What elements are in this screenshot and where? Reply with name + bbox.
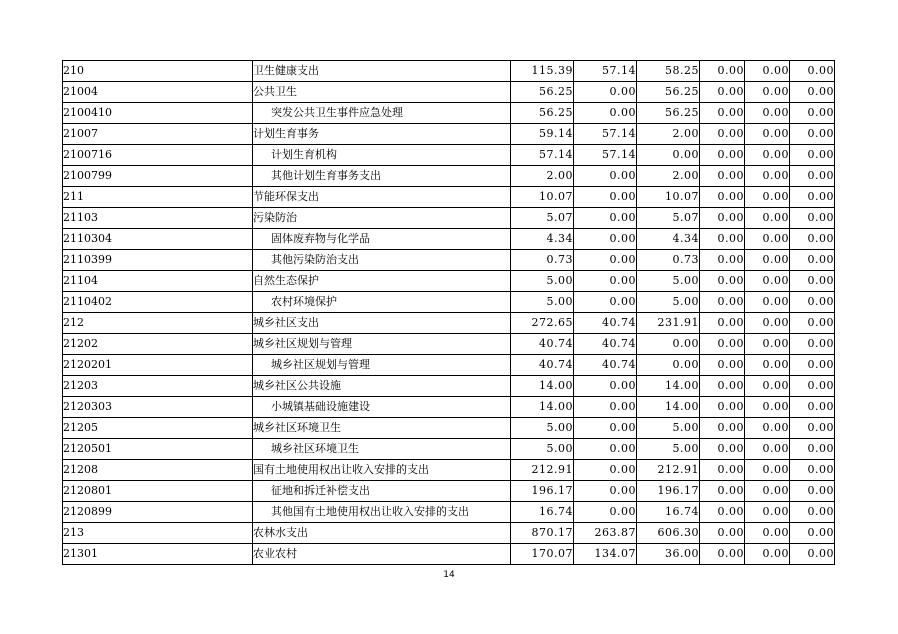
- subject-name-cell: 征地和拆迁补偿支出: [253, 481, 511, 502]
- subject-code-cell: 2120501: [63, 439, 253, 460]
- amount-cell: 0.00: [745, 103, 790, 124]
- amount-cell: 0.00: [790, 145, 835, 166]
- amount-cell: 0.00: [745, 544, 790, 565]
- amount-cell: 0.00: [700, 481, 745, 502]
- table-row: [63, 460, 835, 481]
- subject-name-cell: 农业农村: [253, 544, 511, 565]
- amount-cell: 5.07: [637, 208, 700, 229]
- amount-cell: 0.00: [574, 103, 637, 124]
- amount-cell: 0.00: [700, 61, 745, 82]
- amount-cell: 0.00: [574, 460, 637, 481]
- amount-cell: 0.00: [700, 544, 745, 565]
- amount-cell: 0.00: [700, 145, 745, 166]
- amount-cell: 196.17: [637, 481, 700, 502]
- subject-name-cell: 农林水支出: [253, 523, 511, 544]
- amount-cell: 0.00: [745, 439, 790, 460]
- table-row: [63, 376, 835, 397]
- amount-cell: 0.00: [574, 82, 637, 103]
- subject-name-cell: 自然生态保护: [253, 271, 511, 292]
- subject-code-cell: 2110402: [63, 292, 253, 313]
- subject-code-cell: 21205: [63, 418, 253, 439]
- amount-cell: 0.00: [745, 229, 790, 250]
- amount-cell: 134.07: [574, 544, 637, 565]
- amount-cell: 0.00: [790, 292, 835, 313]
- subject-code-cell: 2120899: [63, 502, 253, 523]
- amount-cell: 5.07: [511, 208, 574, 229]
- amount-cell: 57.14: [574, 145, 637, 166]
- amount-cell: 5.00: [511, 439, 574, 460]
- amount-cell: 0.00: [790, 187, 835, 208]
- amount-cell: 0.00: [745, 460, 790, 481]
- amount-cell: 0.00: [790, 376, 835, 397]
- amount-cell: 0.00: [574, 397, 637, 418]
- amount-cell: 0.00: [745, 523, 790, 544]
- amount-cell: 2.00: [637, 166, 700, 187]
- amount-cell: 0.00: [790, 61, 835, 82]
- table-row: [63, 82, 835, 103]
- subject-code-cell: 21202: [63, 334, 253, 355]
- amount-cell: 0.00: [790, 481, 835, 502]
- subject-code-cell: 2110399: [63, 250, 253, 271]
- subject-code-cell: 2120201: [63, 355, 253, 376]
- amount-cell: 606.30: [637, 523, 700, 544]
- amount-cell: 0.00: [700, 460, 745, 481]
- budget-table-container: [62, 60, 834, 565]
- amount-cell: 0.00: [745, 481, 790, 502]
- amount-cell: 170.07: [511, 544, 574, 565]
- amount-cell: 56.25: [511, 82, 574, 103]
- amount-cell: 0.00: [790, 397, 835, 418]
- table-row: [63, 124, 835, 145]
- subject-code-cell: 211: [63, 187, 253, 208]
- amount-cell: 0.00: [790, 313, 835, 334]
- subject-name-cell: 计划生育机构: [253, 145, 511, 166]
- amount-cell: 5.00: [511, 418, 574, 439]
- table-row: [63, 502, 835, 523]
- amount-cell: 56.25: [637, 82, 700, 103]
- budget-expenditure-table: [62, 60, 835, 565]
- amount-cell: 0.00: [790, 334, 835, 355]
- amount-cell: 0.00: [700, 187, 745, 208]
- table-row: [63, 313, 835, 334]
- subject-code-cell: 21301: [63, 544, 253, 565]
- amount-cell: 0.00: [574, 439, 637, 460]
- subject-code-cell: 2100410: [63, 103, 253, 124]
- subject-name-cell: 城乡社区规划与管理: [253, 355, 511, 376]
- subject-name-cell: 计划生育事务: [253, 124, 511, 145]
- subject-name-cell: 国有土地使用权出让收入安排的支出: [253, 460, 511, 481]
- amount-cell: 263.87: [574, 523, 637, 544]
- subject-name-cell: 固体废弃物与化学品: [253, 229, 511, 250]
- amount-cell: 57.14: [574, 124, 637, 145]
- amount-cell: 0.00: [700, 334, 745, 355]
- amount-cell: 56.25: [511, 103, 574, 124]
- table-row: [63, 334, 835, 355]
- amount-cell: 0.00: [745, 187, 790, 208]
- subject-name-cell: 节能环保支出: [253, 187, 511, 208]
- subject-name-cell: 城乡社区规划与管理: [253, 334, 511, 355]
- amount-cell: 0.00: [637, 145, 700, 166]
- amount-cell: 0.73: [637, 250, 700, 271]
- amount-cell: 14.00: [637, 397, 700, 418]
- amount-cell: 0.00: [700, 124, 745, 145]
- subject-code-cell: 210: [63, 61, 253, 82]
- table-body: [63, 61, 835, 565]
- amount-cell: 40.74: [511, 355, 574, 376]
- amount-cell: 10.07: [637, 187, 700, 208]
- amount-cell: 36.00: [637, 544, 700, 565]
- subject-name-cell: 污染防治: [253, 208, 511, 229]
- subject-code-cell: 21103: [63, 208, 253, 229]
- amount-cell: 0.00: [700, 376, 745, 397]
- table-row: [63, 544, 835, 565]
- amount-cell: 0.00: [790, 460, 835, 481]
- amount-cell: 0.00: [700, 418, 745, 439]
- subject-name-cell: 农村环境保护: [253, 292, 511, 313]
- subject-code-cell: 2100799: [63, 166, 253, 187]
- table-row: [63, 481, 835, 502]
- amount-cell: 0.00: [745, 208, 790, 229]
- amount-cell: 0.00: [700, 439, 745, 460]
- amount-cell: 0.00: [700, 229, 745, 250]
- amount-cell: 14.00: [637, 376, 700, 397]
- amount-cell: 196.17: [511, 481, 574, 502]
- amount-cell: 0.00: [700, 523, 745, 544]
- table-row: [63, 187, 835, 208]
- amount-cell: 14.00: [511, 376, 574, 397]
- amount-cell: 0.73: [511, 250, 574, 271]
- amount-cell: 14.00: [511, 397, 574, 418]
- amount-cell: 0.00: [745, 145, 790, 166]
- amount-cell: 0.00: [574, 166, 637, 187]
- amount-cell: 0.00: [745, 124, 790, 145]
- amount-cell: 57.14: [574, 61, 637, 82]
- amount-cell: 0.00: [745, 292, 790, 313]
- amount-cell: 16.74: [511, 502, 574, 523]
- amount-cell: 0.00: [745, 250, 790, 271]
- amount-cell: 0.00: [790, 271, 835, 292]
- amount-cell: 870.17: [511, 523, 574, 544]
- amount-cell: 4.34: [637, 229, 700, 250]
- amount-cell: 0.00: [700, 355, 745, 376]
- amount-cell: 16.74: [637, 502, 700, 523]
- subject-name-cell: 其他污染防治支出: [253, 250, 511, 271]
- amount-cell: 59.14: [511, 124, 574, 145]
- subject-code-cell: 2120801: [63, 481, 253, 502]
- amount-cell: 2.00: [511, 166, 574, 187]
- table-row: [63, 61, 835, 82]
- amount-cell: 40.74: [574, 313, 637, 334]
- amount-cell: 0.00: [700, 103, 745, 124]
- table-row: [63, 523, 835, 544]
- subject-name-cell: 公共卫生: [253, 82, 511, 103]
- subject-name-cell: 小城镇基础设施建设: [253, 397, 511, 418]
- amount-cell: 0.00: [700, 292, 745, 313]
- subject-code-cell: 213: [63, 523, 253, 544]
- amount-cell: 0.00: [700, 502, 745, 523]
- amount-cell: 5.00: [511, 271, 574, 292]
- amount-cell: 5.00: [637, 271, 700, 292]
- subject-name-cell: 城乡社区环境卫生: [253, 439, 511, 460]
- amount-cell: 0.00: [700, 313, 745, 334]
- amount-cell: 56.25: [637, 103, 700, 124]
- amount-cell: 0.00: [745, 271, 790, 292]
- amount-cell: 0.00: [700, 271, 745, 292]
- table-row: [63, 292, 835, 313]
- amount-cell: 57.14: [511, 145, 574, 166]
- amount-cell: 0.00: [745, 61, 790, 82]
- amount-cell: 0.00: [790, 544, 835, 565]
- amount-cell: 272.65: [511, 313, 574, 334]
- amount-cell: 0.00: [700, 250, 745, 271]
- amount-cell: 0.00: [745, 376, 790, 397]
- amount-cell: 0.00: [745, 82, 790, 103]
- subject-code-cell: 21208: [63, 460, 253, 481]
- amount-cell: 0.00: [790, 439, 835, 460]
- amount-cell: 0.00: [790, 502, 835, 523]
- page-number: 14: [443, 570, 455, 580]
- subject-code-cell: 2110304: [63, 229, 253, 250]
- amount-cell: 0.00: [745, 502, 790, 523]
- amount-cell: 0.00: [574, 271, 637, 292]
- amount-cell: 10.07: [511, 187, 574, 208]
- table-row: [63, 208, 835, 229]
- subject-name-cell: 其他计划生育事务支出: [253, 166, 511, 187]
- subject-name-cell: 其他国有土地使用权出让收入安排的支出: [253, 502, 511, 523]
- amount-cell: 0.00: [745, 313, 790, 334]
- amount-cell: 0.00: [574, 187, 637, 208]
- amount-cell: 5.00: [637, 418, 700, 439]
- table-row: [63, 355, 835, 376]
- subject-code-cell: 2100716: [63, 145, 253, 166]
- subject-code-cell: 21007: [63, 124, 253, 145]
- subject-name-cell: 突发公共卫生事件应急处理: [253, 103, 511, 124]
- amount-cell: 0.00: [790, 355, 835, 376]
- subject-code-cell: 21104: [63, 271, 253, 292]
- amount-cell: 0.00: [574, 502, 637, 523]
- table-row: [63, 229, 835, 250]
- amount-cell: 0.00: [745, 397, 790, 418]
- subject-code-cell: 21203: [63, 376, 253, 397]
- subject-code-cell: 212: [63, 313, 253, 334]
- amount-cell: 0.00: [790, 523, 835, 544]
- table-row: [63, 418, 835, 439]
- amount-cell: 0.00: [700, 166, 745, 187]
- amount-cell: 0.00: [574, 376, 637, 397]
- table-row: [63, 166, 835, 187]
- amount-cell: 40.74: [511, 334, 574, 355]
- amount-cell: 0.00: [637, 334, 700, 355]
- amount-cell: 0.00: [637, 355, 700, 376]
- amount-cell: 0.00: [790, 82, 835, 103]
- amount-cell: 0.00: [745, 418, 790, 439]
- amount-cell: 0.00: [790, 124, 835, 145]
- table-row: [63, 439, 835, 460]
- amount-cell: 0.00: [700, 82, 745, 103]
- amount-cell: 212.91: [511, 460, 574, 481]
- amount-cell: 5.00: [511, 292, 574, 313]
- amount-cell: 0.00: [745, 334, 790, 355]
- table-row: [63, 103, 835, 124]
- amount-cell: 0.00: [790, 166, 835, 187]
- amount-cell: 212.91: [637, 460, 700, 481]
- amount-cell: 0.00: [574, 481, 637, 502]
- subject-name-cell: 城乡社区公共设施: [253, 376, 511, 397]
- subject-code-cell: 2120303: [63, 397, 253, 418]
- table-row: [63, 397, 835, 418]
- subject-name-cell: 城乡社区环境卫生: [253, 418, 511, 439]
- subject-name-cell: 卫生健康支出: [253, 61, 511, 82]
- amount-cell: 5.00: [637, 439, 700, 460]
- amount-cell: 0.00: [574, 250, 637, 271]
- amount-cell: 0.00: [745, 355, 790, 376]
- amount-cell: 231.91: [637, 313, 700, 334]
- amount-cell: 40.74: [574, 334, 637, 355]
- table-row: [63, 271, 835, 292]
- amount-cell: 115.39: [511, 61, 574, 82]
- amount-cell: 0.00: [574, 418, 637, 439]
- amount-cell: 0.00: [574, 229, 637, 250]
- amount-cell: 58.25: [637, 61, 700, 82]
- table-row: [63, 145, 835, 166]
- amount-cell: 0.00: [790, 418, 835, 439]
- amount-cell: 0.00: [745, 166, 790, 187]
- amount-cell: 0.00: [790, 208, 835, 229]
- amount-cell: 0.00: [700, 397, 745, 418]
- amount-cell: 0.00: [574, 292, 637, 313]
- amount-cell: 0.00: [790, 250, 835, 271]
- amount-cell: 5.00: [637, 292, 700, 313]
- amount-cell: 40.74: [574, 355, 637, 376]
- amount-cell: 4.34: [511, 229, 574, 250]
- amount-cell: 0.00: [790, 103, 835, 124]
- amount-cell: 2.00: [637, 124, 700, 145]
- amount-cell: 0.00: [700, 208, 745, 229]
- table-row: [63, 250, 835, 271]
- amount-cell: 0.00: [574, 208, 637, 229]
- subject-code-cell: 21004: [63, 82, 253, 103]
- subject-name-cell: 城乡社区支出: [253, 313, 511, 334]
- amount-cell: 0.00: [790, 229, 835, 250]
